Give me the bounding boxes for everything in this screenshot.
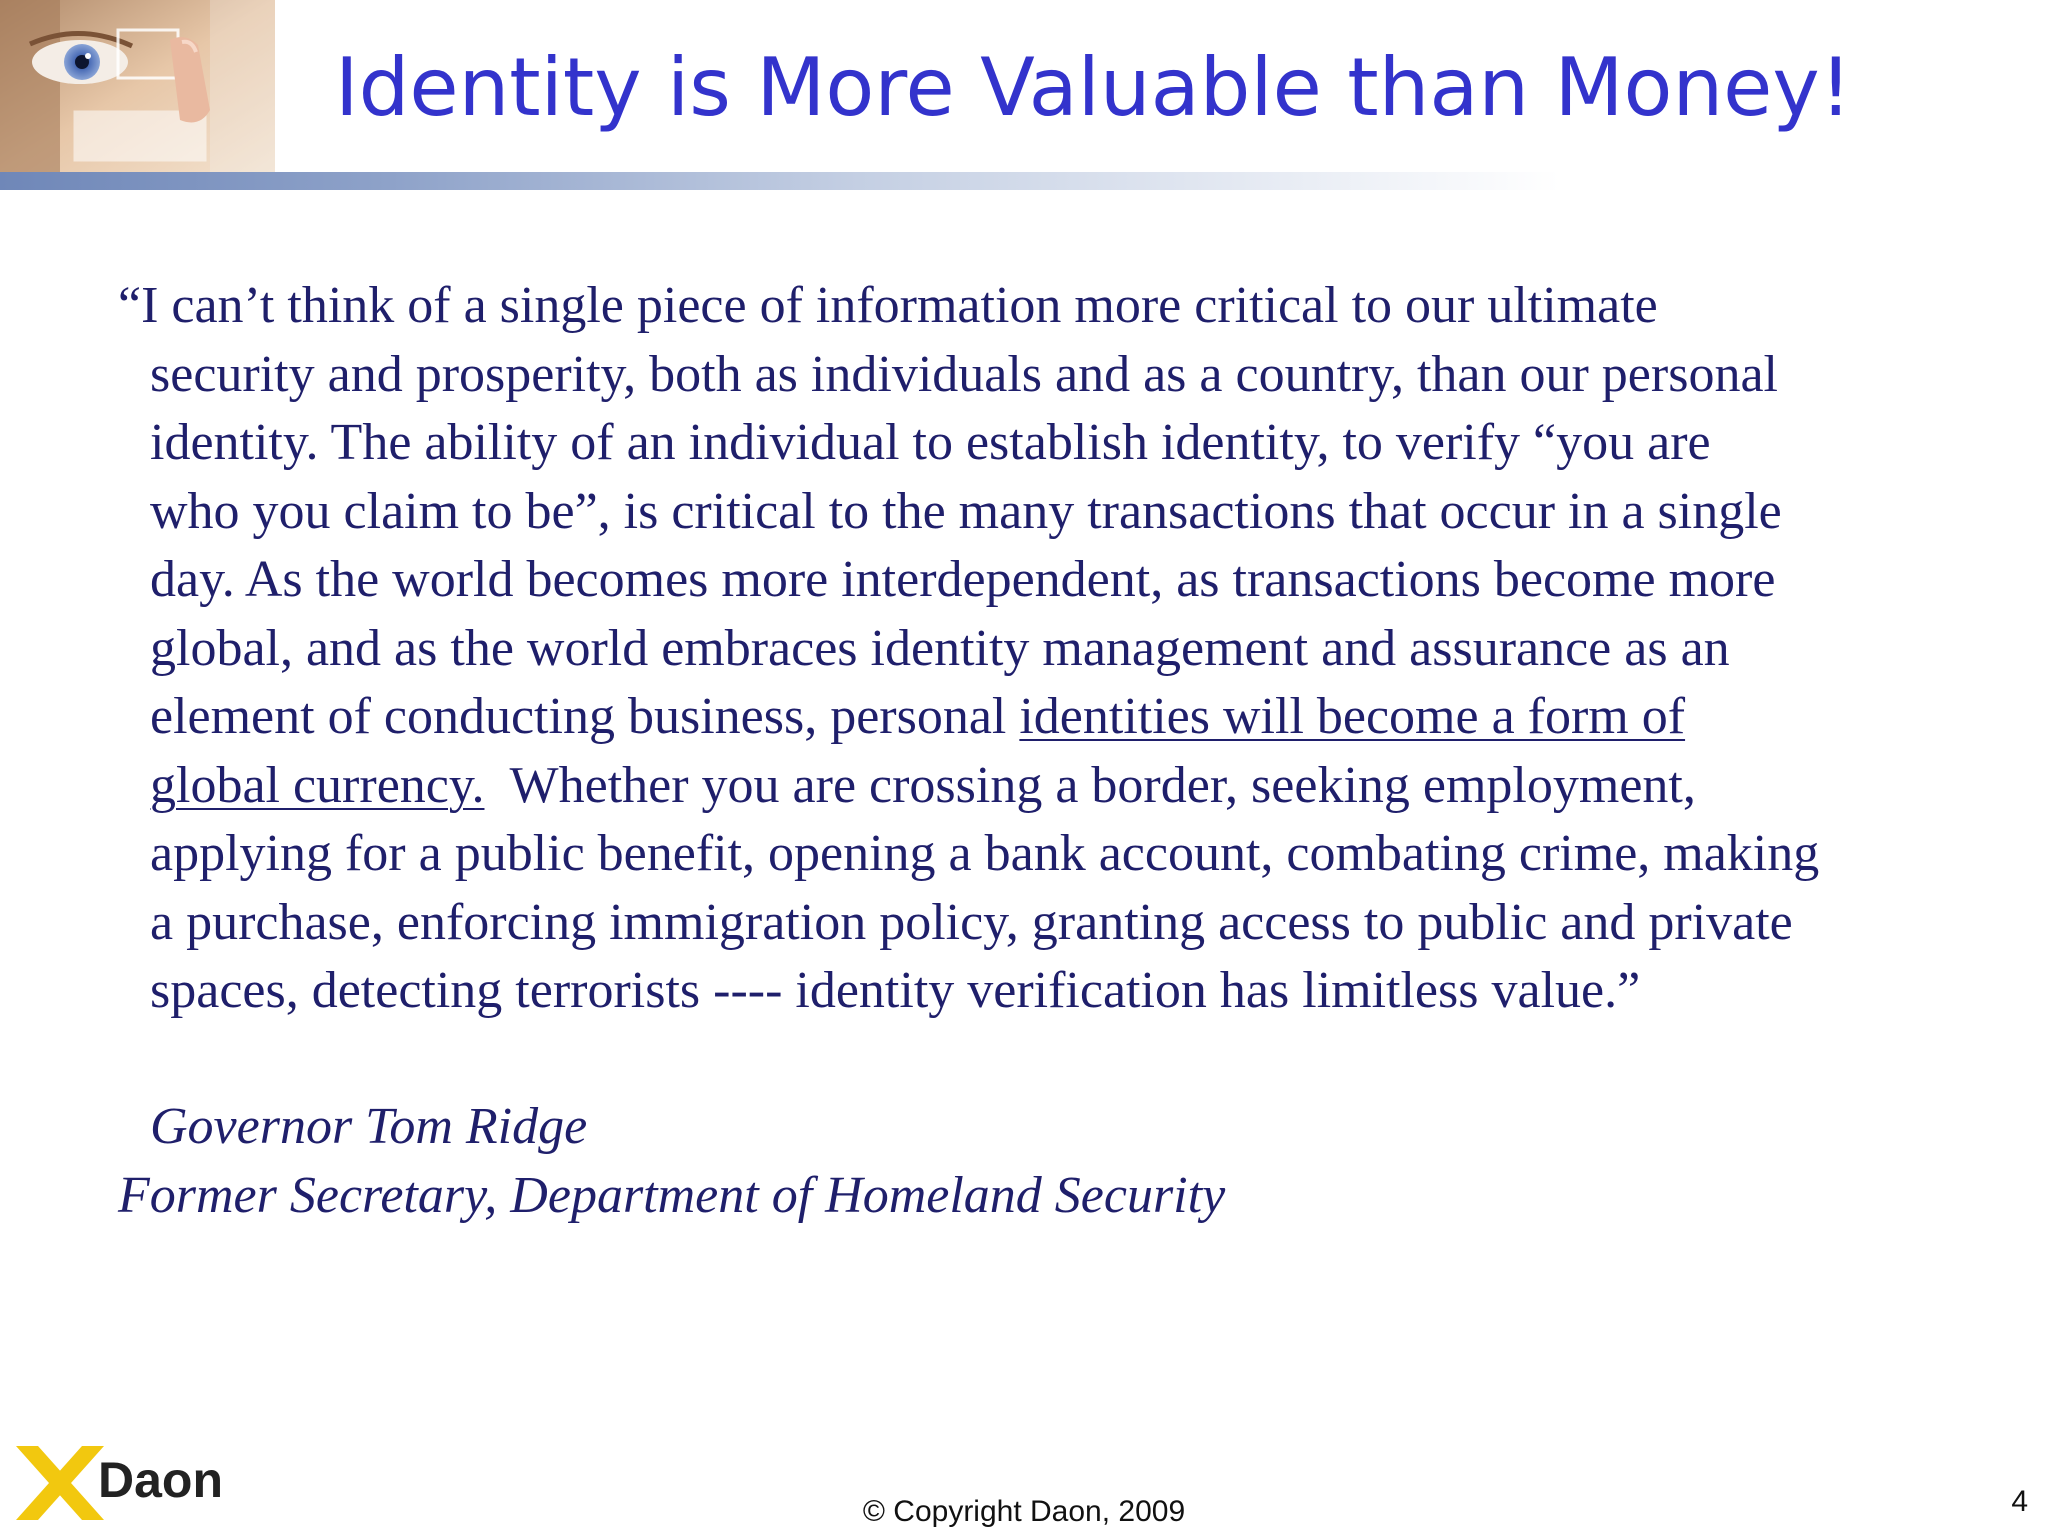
quote-line bbox=[118, 752, 2018, 821]
quote-text: Whether you are crossing a border, seeking employment, bbox=[484, 756, 1696, 814]
quote-line: spaces, detecting terrorists ---- identity verification has limitless value.” bbox=[150, 962, 1641, 1019]
quote-emphasis: identities will become a form of bbox=[1019, 688, 1686, 745]
slide-title: Identity is More Valuable than Money! bbox=[335, 41, 1852, 134]
eye-photo-icon bbox=[0, 0, 275, 172]
header-gradient-bar bbox=[0, 172, 1560, 190]
quote-line: who you claim to be”, is critical to the many transactions that occur in a single bbox=[150, 482, 1782, 540]
quote-line: identity. The ability of an individual to establish identity, to verify “you are bbox=[150, 414, 1711, 471]
copyright-notice: © Copyright Daon, 2009 bbox=[862, 1495, 1186, 1528]
company-logo-text: Daon bbox=[98, 1452, 223, 1508]
quote-block bbox=[118, 272, 2018, 1026]
quote-line: security and prosperity, both as individuals and as a country, than our personal bbox=[150, 345, 1778, 403]
quote-emphasis: global currency. bbox=[150, 756, 485, 814]
quote-text: element of conducting business, personal bbox=[150, 688, 1020, 745]
quote-line: a purchase, enforcing immigration policy, granting access to public and private bbox=[150, 893, 1793, 951]
quote-line: applying for a public benefit, opening a bank account, combating crime, making bbox=[150, 825, 1820, 882]
quote-line: “I can’t think of a single piece of information more critical to our ultimate bbox=[118, 277, 1658, 334]
quote-line: global, and as the world embraces identity management and assurance as an bbox=[150, 619, 1730, 677]
quote-line bbox=[118, 683, 2018, 752]
attribution-role: Former Secretary, Department of Homeland Security bbox=[118, 1166, 1226, 1224]
header-photo bbox=[0, 0, 275, 172]
quote-attribution bbox=[118, 1093, 1225, 1230]
attribution-name: Governor Tom Ridge bbox=[150, 1098, 588, 1155]
page-number: 4 bbox=[2011, 1485, 2028, 1518]
quote-line: day. As the world becomes more interdependent, as transactions become more bbox=[150, 551, 1776, 608]
